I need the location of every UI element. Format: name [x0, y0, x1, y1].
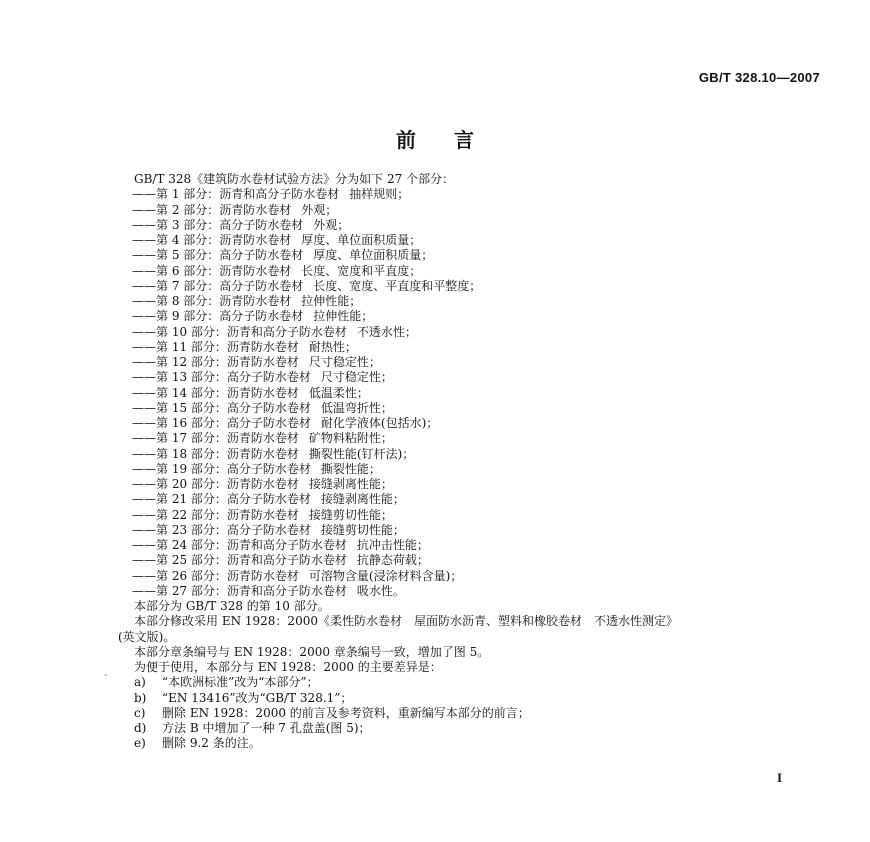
list-item [118, 203, 818, 218]
list-item [118, 355, 818, 370]
foreword-body [118, 172, 818, 752]
list-item [118, 416, 818, 431]
part-description: 接缝剥离性能； [320, 492, 405, 507]
paragraph-differences-intro: 为便于使用，本部分与 EN 1928：2000 的主要差异是： [134, 660, 442, 674]
list-item [118, 264, 818, 279]
part-number: ——第 4 部分：沥青防水卷材 [132, 233, 292, 247]
part-number: ——第 23 部分：高分子防水卷材 [132, 522, 311, 537]
part-number: ——第 15 部分：高分子防水卷材 [132, 400, 311, 415]
list-item [118, 233, 818, 248]
part-description: 拉伸性能； [313, 309, 374, 324]
list-item [118, 508, 818, 523]
part-description: 厚度、单位面积质量； [301, 233, 422, 247]
list-item [118, 294, 818, 309]
part-number: ——第 3 部分：高分子防水卷材 [132, 217, 304, 232]
part-number: ——第 17 部分：沥青防水卷材 [132, 431, 299, 446]
part-number: ——第 5 部分：高分子防水卷材 [132, 248, 304, 263]
part-description: 尺寸稳定性； [308, 355, 381, 369]
part-description: 拉伸性能； [301, 294, 362, 308]
item-text: “本欧洲标准”改为“本部分”； [162, 675, 319, 690]
parts-list [118, 187, 818, 599]
list-item [118, 477, 818, 492]
part-description: 抗冲击性能； [356, 538, 429, 552]
item-text: 方法 B 中增加了一种 7 孔盘盖(图 5)； [162, 721, 371, 735]
page-title: 前言 [396, 128, 512, 152]
list-item [118, 462, 818, 477]
part-description: 撕裂性能(钉杆法)； [308, 446, 415, 461]
list-item [118, 340, 818, 355]
part-description: 耐热性； [308, 339, 357, 354]
list-item [118, 675, 818, 690]
part-description: 不透水性； [356, 324, 417, 339]
part-description: 矿物料粘附性； [308, 431, 393, 446]
intro-paragraph: GB/T 328《建筑防水卷材试验方法》分为如下 27 个部分： [134, 172, 455, 186]
part-description: 吸水性。 [356, 583, 405, 598]
list-item [118, 386, 818, 401]
part-description: 撕裂性能； [320, 461, 381, 476]
differences-list [118, 675, 818, 751]
list-item [118, 706, 818, 721]
list-item [118, 187, 818, 202]
part-description: 外观； [301, 202, 338, 217]
part-description: 可溶物含量(浸涂材料含量)； [308, 568, 463, 583]
part-number: ——第 16 部分：高分子防水卷材 [132, 416, 311, 430]
part-number: ——第 21 部分：高分子防水卷材 [132, 492, 311, 507]
part-number: ——第 7 部分：高分子防水卷材 [132, 278, 304, 293]
list-item [118, 325, 818, 340]
list-item [118, 401, 818, 416]
part-description: 低温柔性； [308, 385, 369, 400]
part-description: 接缝剪切性能； [320, 522, 405, 537]
paragraph-part-number: 本部分为 GB/T 328 的第 10 部分。 [134, 599, 330, 613]
list-item [118, 492, 818, 507]
list-item [118, 431, 818, 446]
list-item [118, 569, 818, 584]
list-item [118, 736, 818, 751]
list-item [118, 691, 818, 706]
part-number: ——第 27 部分：沥青和高分子防水卷材 [132, 583, 347, 598]
list-item [118, 721, 818, 736]
part-description: 耐化学液体(包括水)； [320, 416, 439, 430]
item-label: e) [134, 736, 146, 751]
part-description: 长度、宽度和平直度； [301, 263, 422, 278]
item-label: d) [134, 721, 147, 735]
paragraph-adoption: 本部分修改采用 EN 1928：2000《柔性防水卷材 屋面防水沥青、塑料和橡胶卷材 不透水性测定》 [134, 614, 678, 629]
part-description: 抗静态荷载； [356, 553, 429, 568]
part-number: ——第 19 部分：高分子防水卷材 [132, 461, 311, 476]
item-text: 删除 9.2 条的注。 [162, 736, 261, 751]
page-number: I [776, 770, 782, 785]
list-item [118, 218, 818, 233]
part-number: ——第 12 部分：沥青防水卷材 [132, 355, 299, 369]
item-text: “EN 13416”改为“GB/T 328.1”； [162, 690, 353, 705]
list-item [118, 248, 818, 263]
item-text: 删除 EN 1928：2000 的前言及参考资料，重新编写本部分的前言； [162, 705, 530, 720]
part-description: 抽样规则； [349, 187, 410, 202]
item-label: a) [134, 675, 146, 690]
part-number: ——第 24 部分：沥青和高分子防水卷材 [132, 538, 347, 552]
part-number: ——第 8 部分：沥青防水卷材 [132, 294, 292, 308]
part-number: ——第 9 部分：高分子防水卷材 [132, 309, 304, 324]
part-number: ——第 6 部分：沥青防水卷材 [132, 263, 292, 278]
part-description: 接缝剪切性能； [308, 507, 393, 522]
part-number: ——第 1 部分：沥青和高分子防水卷材 [132, 187, 340, 202]
part-description: 低温弯折性； [320, 400, 393, 415]
part-number: ——第 13 部分：高分子防水卷材 [132, 370, 311, 385]
list-item [118, 538, 818, 553]
part-number: ——第 10 部分：沥青和高分子防水卷材 [132, 324, 347, 339]
list-item [118, 553, 818, 568]
part-description: 长度、宽度、平直度和平整度； [313, 278, 482, 293]
list-item [118, 279, 818, 294]
part-number: ——第 25 部分：沥青和高分子防水卷材 [132, 553, 347, 568]
standard-number: GB/T 328.10—2007 [698, 70, 820, 85]
part-number: ——第 11 部分：沥青防水卷材 [132, 339, 299, 354]
list-item [118, 370, 818, 385]
part-description: 外观； [313, 217, 350, 232]
margin-mark: - [104, 670, 108, 681]
part-description: 厚度、单位面积质量； [313, 248, 434, 263]
part-number: ——第 2 部分：沥青防水卷材 [132, 202, 292, 217]
part-number: ——第 26 部分：沥青防水卷材 [132, 568, 299, 583]
list-item [118, 523, 818, 538]
part-number: ——第 20 部分：沥青防水卷材 [132, 477, 299, 491]
item-label: c) [134, 705, 146, 720]
paragraph-adoption-continued: (英文版)。 [118, 629, 176, 644]
part-number: ——第 14 部分：沥青防水卷材 [132, 385, 299, 400]
list-item [118, 447, 818, 462]
part-description: 接缝剥离性能； [308, 477, 393, 491]
part-description: 尺寸稳定性； [320, 370, 393, 385]
part-number: ——第 18 部分：沥青防水卷材 [132, 446, 299, 461]
item-label: b) [134, 690, 147, 705]
list-item [118, 309, 818, 324]
part-number: ——第 22 部分：沥青防水卷材 [132, 507, 299, 522]
paragraph-numbering: 本部分章条编号与 EN 1928：2000 章条编号一致，增加了图 5。 [134, 644, 490, 659]
list-item [118, 584, 818, 599]
